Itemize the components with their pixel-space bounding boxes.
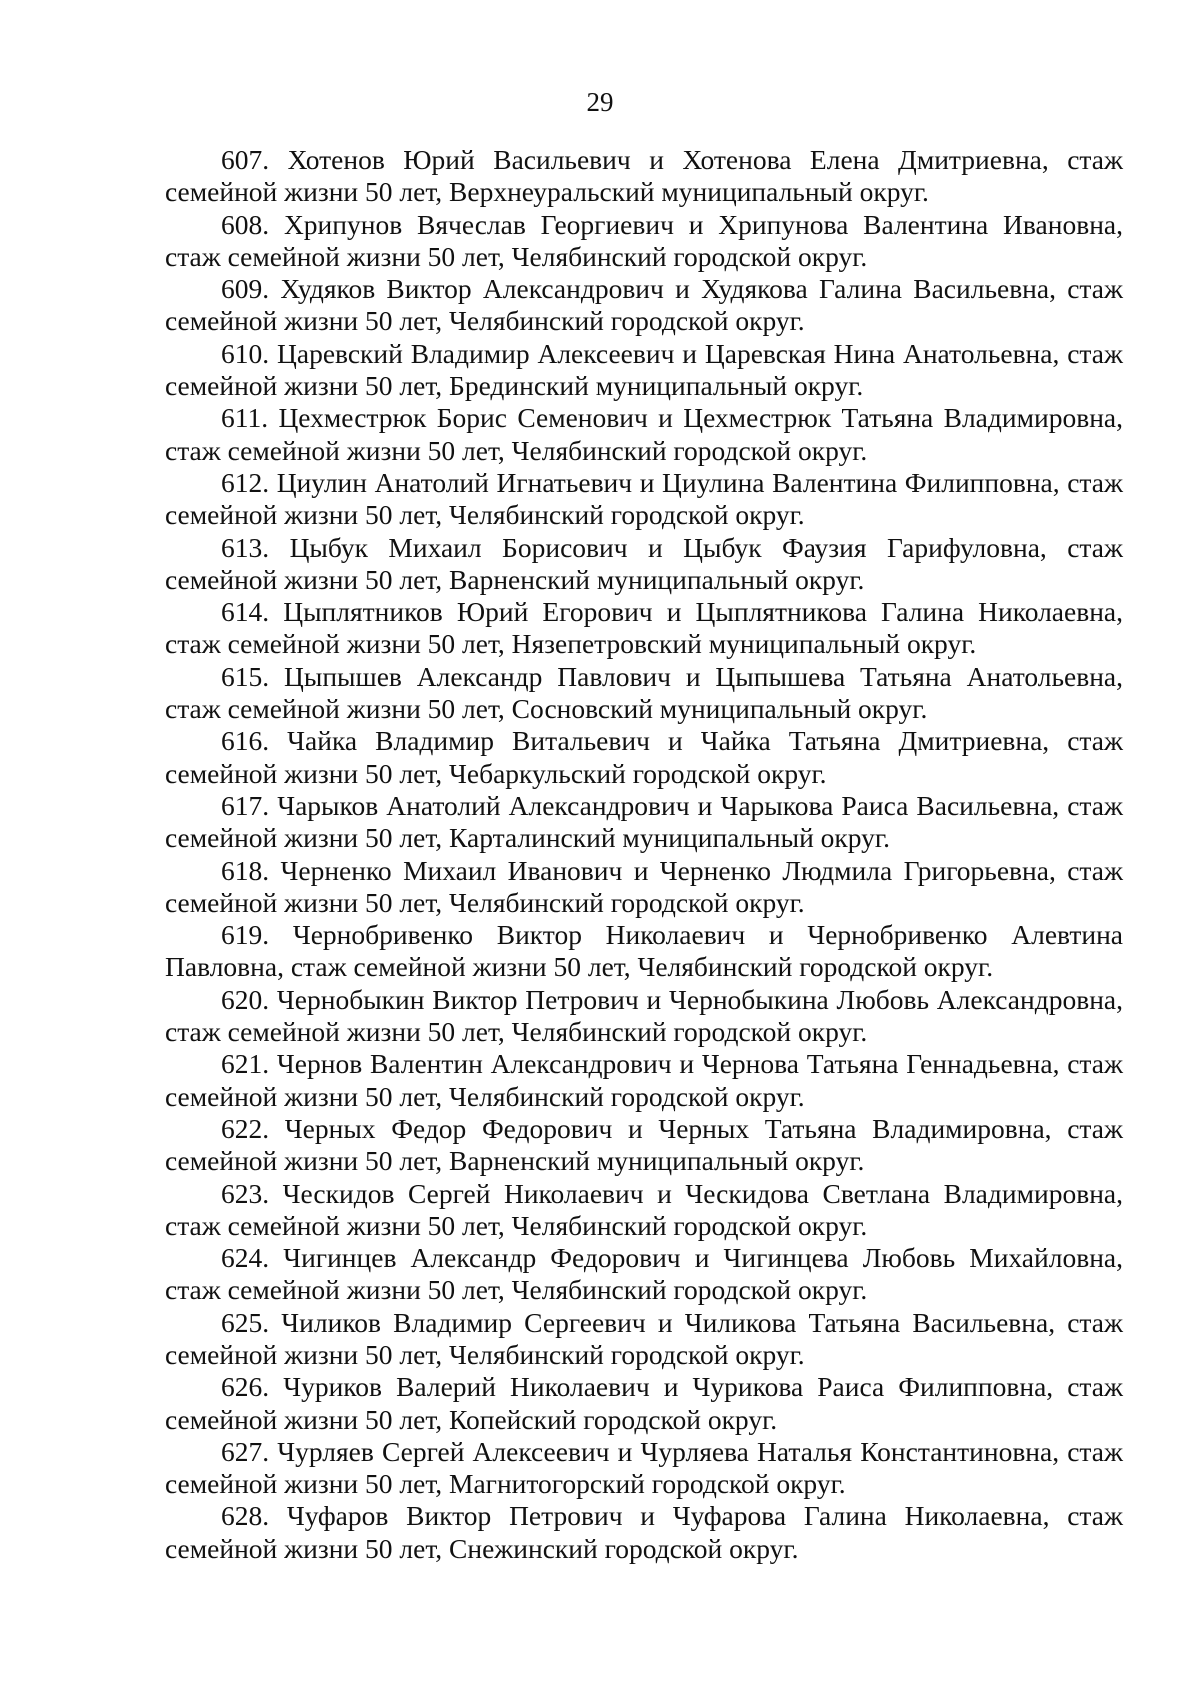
list-item: 626. Чуриков Валерий Николаевич и Чурикова Раиса Филипповна, стаж семейной жизни 50 лет, Копейский городской округ. [165,1371,1123,1435]
list-item: 628. Чуфаров Виктор Петрович и Чуфарова Галина Николаевна, стаж семейной жизни 50 лет, Снежинский городской округ. [165,1500,1123,1564]
list-item: 615. Цыпышев Александр Павлович и Цыпышева Татьяна Анатольевна, стаж семейной жизни 50 лет, Сосновский муниципальный округ. [165,660,1123,725]
list-item: 622. Черных Федор Федорович и Черных Татьяна Владимировна, стаж семейной жизни 50 лет, Варненский муниципальный округ. [165,1112,1123,1177]
list-item: 613. Цыбук Михаил Борисович и Цыбук Фаузия Гарифуловна, стаж семейной жизни 50 лет, Варненский муниципальный округ. [165,531,1123,595]
list-item: 619. Чернобривенко Виктор Николаевич и Чернобривенко Алевтина Павловна, стаж семейной жизни 50 лет, Челябинский городской округ. [165,919,1123,983]
list-item: 617. Чарыков Анатолий Александрович и Чарыкова Раиса Васильевна, стаж семейной жизни 50 лет, Карталинский муниципальный округ. [165,789,1123,854]
list-item: 611. Цехместрюк Борис Семенович и Цехместрюк Татьяна Владимировна, стаж семейной жизни 50 лет, Челябинский городской округ. [165,402,1123,466]
list-item: 621. Чернов Валентин Александрович и Чернова Татьяна Геннадьевна, стаж семейной жизни 50 лет, Челябинский городской округ. [165,1048,1123,1112]
list-item: 612. Циулин Анатолий Игнатьевич и Циулина Валентина Филипповна, стаж семейной жизни 50 лет, Челябинский городской округ. [165,466,1123,531]
list-item: 610. Царевский Владимир Алексеевич и Царевская Нина Анатольевна, стаж семейной жизни 50 лет, Брединский муниципальный округ. [165,337,1123,402]
list-item: 627. Чурляев Сергей Алексеевич и Чурляева Наталья Константиновна, стаж семейной жизни 50 лет, Магнитогорский городской округ. [165,1435,1123,1500]
page-number: 29 [586,87,614,117]
list-item: 608. Хрипунов Вячеслав Георгиевич и Хрипунова Валентина Ивановна, стаж семейной жизни 50 лет, Челябинский городской округ. [165,208,1123,272]
list-item: 609. Худяков Виктор Александрович и Худякова Галина Васильевна, стаж семейной жизни 50 лет, Челябинский городской округ. [165,273,1123,337]
list-item: 618. Черненко Михаил Иванович и Черненко Людмила Григорьевна, стаж семейной жизни 50 лет, Челябинский городской округ. [165,854,1123,918]
list-item: 620. Чернобыкин Виктор Петрович и Чернобыкина Любовь Александровна, стаж семейной жизни 50 лет, Челябинский городской округ. [165,983,1123,1048]
list-item: 607. Хотенов Юрий Васильевич и Хотенова Елена Дмитриевна, стаж семейной жизни 50 лет, Верхнеуральский муниципальный округ. [165,144,1123,208]
list-item: 623. Ческидов Сергей Николаевич и Ческидова Светлана Владимировна, стаж семейной жизни 50 лет, Челябинский городской округ. [165,1177,1123,1241]
list-item: 625. Чиликов Владимир Сергеевич и Чиликова Татьяна Васильевна, стаж семейной жизни 50 лет, Челябинский городской округ. [165,1306,1123,1370]
list-item: 624. Чигинцев Александр Федорович и Чигинцева Любовь Михайловна, стаж семейной жизни 50 лет, Челябинский городской округ. [165,1242,1123,1306]
list-item: 614. Цыплятников Юрий Егорович и Цыплятникова Галина Николаевна, стаж семейной жизни 50 лет, Нязепетровский муниципальный округ. [165,596,1123,660]
list-item: 616. Чайка Владимир Витальевич и Чайка Татьяна Дмитриевна, стаж семейной жизни 50 лет, Чебаркульский городской округ. [165,725,1123,789]
entry-list [165,144,1123,1565]
